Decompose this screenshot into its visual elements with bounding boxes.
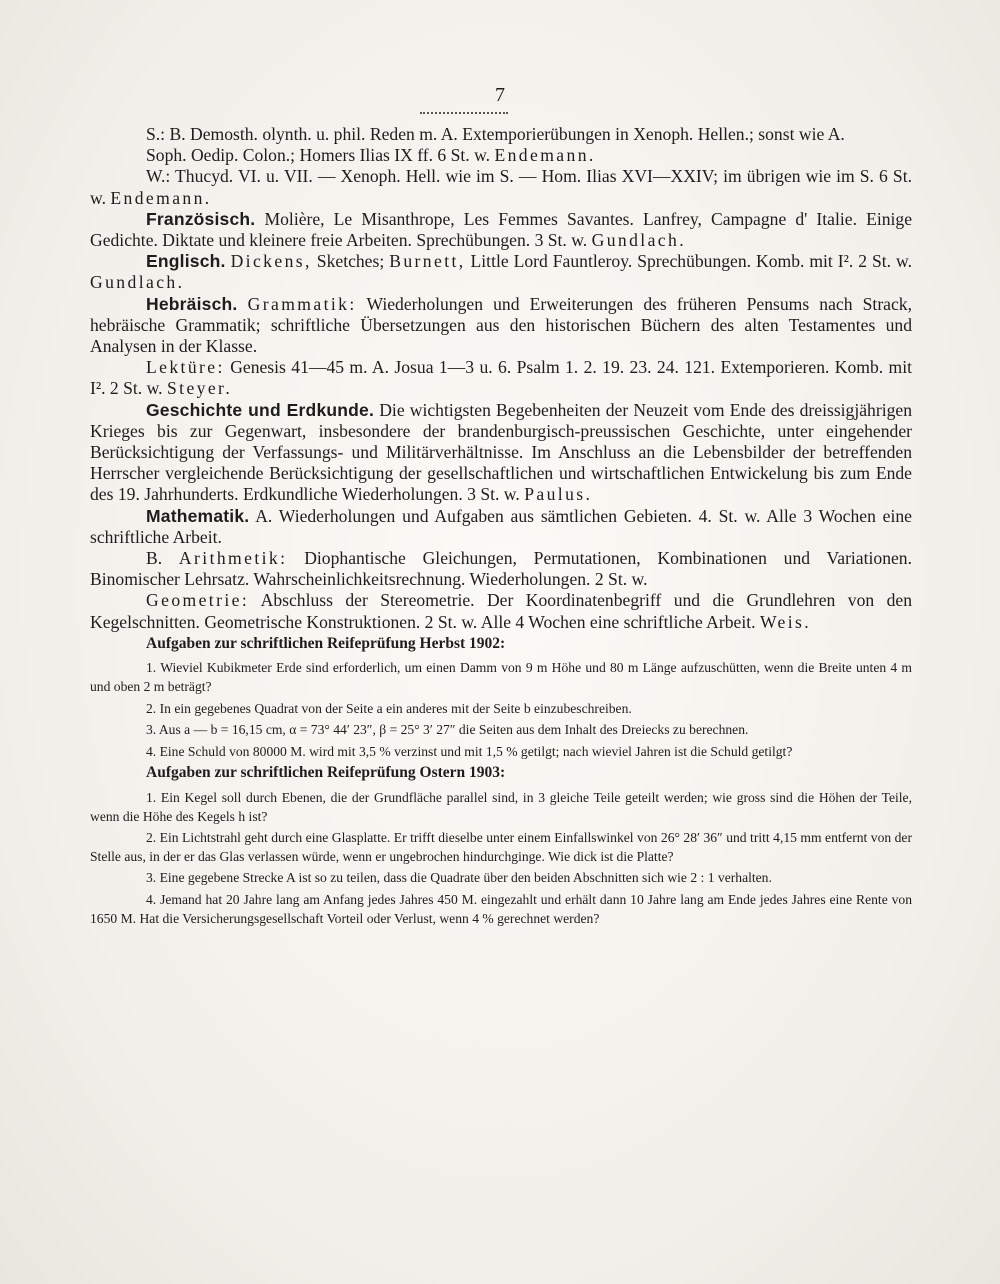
exam-task: 4. Jemand hat 20 Jahre lang am Anfang jedes Jahres 450 M. eingezahlt und erhält dann 10 Jahre lang am Ende jedes Jahres eine Rente von 1650 M. Hat die Versicherungsgesellschaft Vorteil oder Verlust, wenn 4 % gerechnet werden?: [90, 892, 912, 926]
section-heading: Geschichte und Erdkunde.: [146, 399, 375, 420]
teacher-name: Weis.: [759, 611, 812, 632]
exam-task: 1. Ein Kegel soll durch Ebenen, die der Grundfläche parallel sind, in 3 gleiche Teile geteilt werden; wie gross sind die Höhen der Teile, wenn die Höhe des Kegels h ist?: [90, 790, 912, 824]
section-heading: Mathematik.: [146, 505, 250, 526]
hebraeisch-lektuere: Lektüre: Genesis 41—45 m. A. Josua 1—3 u. 6. Psalm 1. 2. 19. 23. 24. 121. Extemporieren. Komb. mit I². 2 St. w. Steyer.: [90, 357, 912, 399]
exam-tasks-herbst: [90, 635, 912, 762]
mathematik-arithmetik: B. Arithmetik: Diophantische Gleichungen, Permutationen, Kombinationen und Variationen. Binomischer Lehrsatz. Wahrscheinlichkeitsrechnung. Wiederholungen. 2 St. w.: [90, 548, 912, 590]
section-mathematik: Mathematik. A. Wiederholungen und Aufgaben aus sämtlichen Gebieten. 4. St. w. Alle 3 Wochen eine schriftliche Arbeit.: [90, 505, 912, 547]
greek-sophocles: Soph. Oedip. Colon.; Homers Ilias IX ff. 6 St. w. Endemann.: [146, 145, 596, 166]
greek-summer: S.: B. Demosth. olynth. u. phil. Reden m. A. Extemporierübungen in Xenoph. Hellen.; sonst wie A.: [146, 124, 845, 144]
section-geschichte: Geschichte und Erdkunde. Die wichtigsten Begebenheiten der Neuzeit vom Ende des dreissigjährigen Krieges bis zur Gegenwart, insbesondere der brandenburgisch-preussischen Geschichte, unter eingehender Berücksichtigung der Verfassungs- und Militärverhältnisse. Im Anschluss an die Lebensbilder der betreffenden Herrscher vergleichende Berücksichtigung der gesellschaftlichen und wirtschaftlichen Entwickelung bis zum Ende des 19. Jahrhunderts. Erdkundliche Wiederholungen. 3 St. w. Paulus.: [90, 399, 913, 505]
section-franzoesisch: Französisch. Molière, Le Misanthrope, Les Femmes Savantes. Lanfrey, Campagne d' Italie. Einige Gedichte. Diktate und kleinere freie Arbeiten. Sprechübungen. 3 St. w. Gundlach.: [90, 208, 912, 251]
exam-task: 1. Wieviel Kubikmeter Erde sind erforderlich, um einen Damm von 9 m Höhe und 80 m Länge aufzuschütten, wenn die Breite unten 4 m und oben 2 m beträgt?: [90, 660, 912, 695]
page-number-ornament: [420, 108, 508, 114]
section-heading: Hebräisch.: [146, 293, 238, 314]
teacher-name: Endemann.: [494, 145, 596, 166]
section-heading: Französisch.: [146, 208, 256, 229]
greek-winter: W.: Thucyd. VI. u. VII. — Xenoph. Hell. wie im S. — Hom. Ilias XVI—XXIV; im übrigen wie im S. 6 St. w. Endemann.: [90, 166, 912, 208]
exam-task: 4. Eine Schuld von 80000 M. wird mit 3,5 % verzinst und mit 1,5 % getilgt; nach wieviel Jahren ist die Schuld getilgt?: [146, 743, 793, 759]
section-heading: Englisch.: [146, 251, 226, 272]
page-number: 7: [495, 84, 505, 106]
exam-task: 2. In ein gegebenes Quadrat von der Seite a ein anderes mit der Seite b einzubeschreiben.: [146, 700, 632, 716]
teacher-name: Endemann.: [110, 187, 212, 208]
exam-heading: Aufgaben zur schriftlichen Reifeprüfung Herbst 1902:: [146, 634, 506, 652]
exam-task: 3. Aus a — b = 16,15 cm, α = 73° 44′ 23″, β = 25° 3′ 27″ die Seiten aus dem Inhalt des Dreiecks zu berechnen.: [146, 722, 749, 738]
teacher-name: Paulus.: [524, 484, 593, 505]
teacher-name: Gundlach.: [591, 230, 687, 251]
exam-heading: Aufgaben zur schriftlichen Reifeprüfung Ostern 1903:: [146, 764, 506, 782]
exam-task: 3. Eine gegebene Strecke A ist so zu teilen, dass die Quadrate über den beiden Abschnitten sich wie 2 : 1 verhalten.: [146, 870, 772, 886]
mathematik-geometrie: Geometrie: Abschluss der Stereometrie. Der Koordinatenbegriff und die Grundlehren von den Kegelschnitten. Geometrische Konstruktionen. 2 St. w. Alle 4 Wochen eine schriftliche Arbeit. Weis.: [90, 590, 913, 632]
teacher-name: Gundlach.: [90, 272, 185, 293]
body-text: [90, 124, 912, 931]
exam-task: 2. Ein Lichtstrahl geht durch eine Glasplatte. Er trifft dieselbe unter einem Einfallswinkel von 26° 28′ 36″ und tritt 4,15 mm entfernt von der Stelle aus, in der er das Glas verlassen würde, wenn er ungebrochen hindurchginge. Wie dick ist die Platte?: [90, 830, 912, 864]
section-hebraeisch: Hebräisch. Grammatik: Wiederholungen und Erweiterungen des früheren Pensums nach Strack, hebräische Grammatik; schriftliche Übersetzungen aus den historischen Büchern des alten Testamentes und Analysen in der Klasse.: [90, 293, 912, 357]
exam-tasks-ostern: [90, 764, 912, 928]
teacher-name: Steyer.: [166, 378, 233, 399]
section-englisch: Englisch. Dickens, Sketches; Burnett, Little Lord Fauntleroy. Sprechübungen. Komb. mit I². 2 St. w. Gundlach.: [90, 251, 913, 293]
